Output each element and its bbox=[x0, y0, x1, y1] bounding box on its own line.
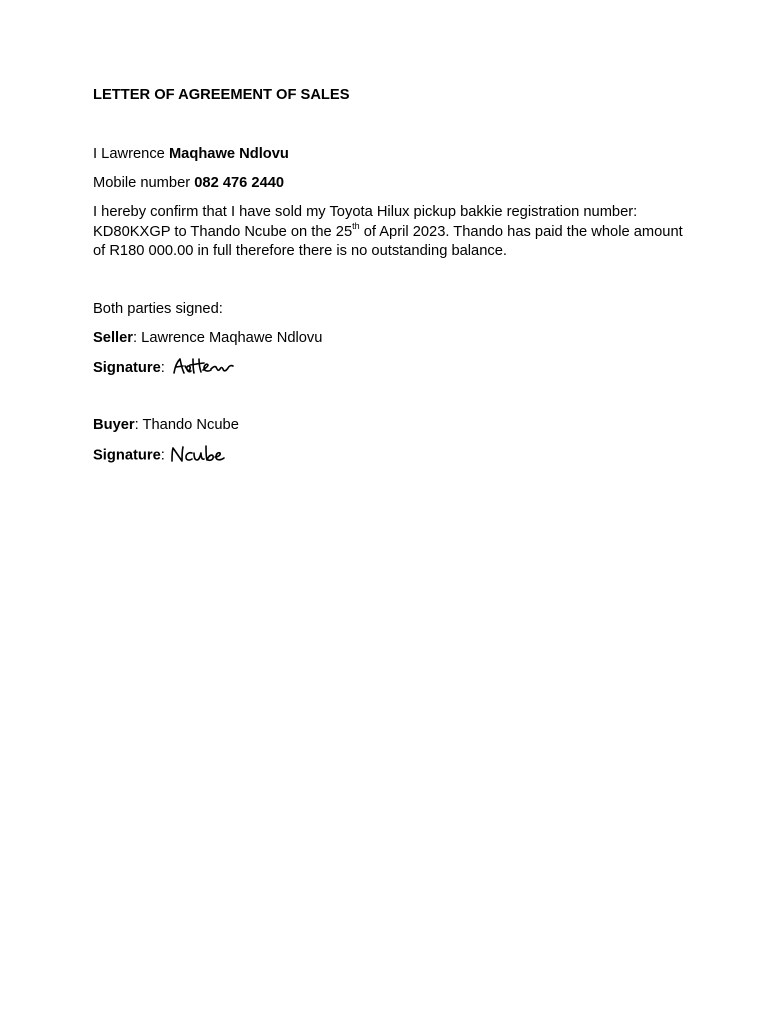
body-part1: I hereby confirm that I have sold my Toyota Hilux pickup bakkie registration number: KD80KXGP to Thando Ncube on the 25 bbox=[93, 204, 638, 240]
buyer-label: Buyer bbox=[93, 417, 135, 433]
seller-signature-label: Signature bbox=[93, 359, 161, 376]
seller-label: Seller bbox=[93, 330, 134, 346]
intro-prefix: I Lawrence bbox=[93, 146, 169, 162]
mobile-value: 082 476 2440 bbox=[194, 175, 285, 191]
seller-signature-line: Signature: bbox=[93, 358, 237, 378]
both-parties-line: Both parties signed: bbox=[93, 301, 223, 317]
buyer-signature-line: Signature: bbox=[93, 446, 231, 465]
seller-signature bbox=[171, 354, 237, 378]
buyer-signature bbox=[169, 443, 231, 465]
body-part2: of April 2023. Thando has paid the whole amount of R180 000.00 in full therefore there is no outstanding balance. bbox=[93, 223, 683, 259]
buyer-name: : Thando Ncube bbox=[134, 417, 239, 433]
seller-name: : Lawrence Maqhawe Ndlovu bbox=[133, 330, 323, 346]
confirmation-paragraph bbox=[93, 203, 683, 262]
seller-line bbox=[93, 329, 322, 348]
intro-line bbox=[93, 145, 289, 164]
buyer-line bbox=[93, 416, 239, 435]
intro-name: Maqhawe Ndlovu bbox=[168, 146, 289, 162]
document-title: LETTER OF AGREEMENT OF SALES bbox=[93, 87, 350, 103]
mobile-label: Mobile number bbox=[93, 175, 195, 191]
mobile-line bbox=[93, 174, 284, 193]
body-superscript: th bbox=[352, 220, 360, 231]
buyer-signature-label: Signature bbox=[93, 447, 161, 464]
